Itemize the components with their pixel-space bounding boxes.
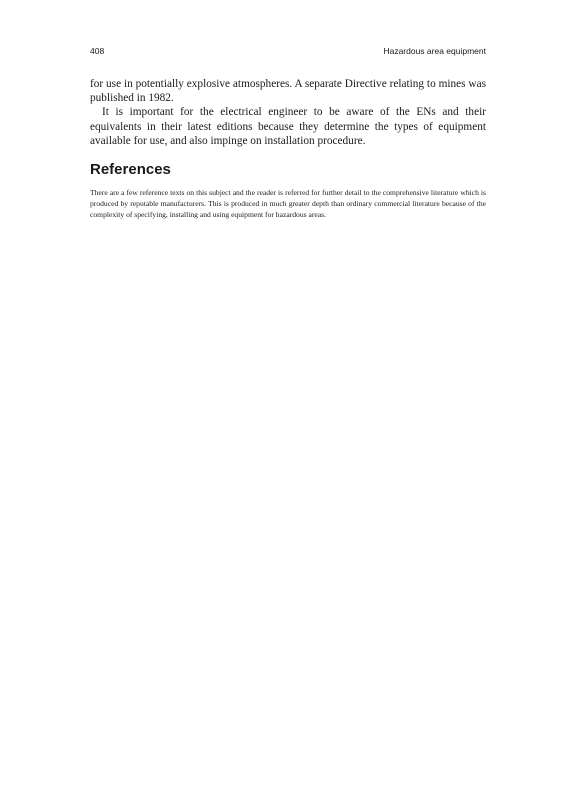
running-header bbox=[90, 44, 486, 58]
page-number: 408 bbox=[90, 46, 105, 56]
paragraph-continuation: for use in potentially explosive atmospheres. A separate Directive relating to mines was published in 1982. bbox=[90, 78, 486, 105]
paragraph-ens-importance: It is important for the electrical engineer to be aware of the ENs and their equivalents in their latest editions because they determine the types of equipment available for use, and also impinge on installation procedure. bbox=[90, 106, 486, 147]
section-heading-references: References bbox=[90, 161, 171, 178]
body-text bbox=[90, 77, 486, 148]
running-title: Hazardous area equipment bbox=[383, 46, 486, 56]
references-paragraph: There are a few reference texts on this subject and the reader is referred for further detail to the comprehensive literature which is produced by reputable manufacturers. This is produced in much greater depth than ordinary commercial literature because of the complexity of specifying, installing and using equipment for hazardous areas. bbox=[90, 188, 486, 219]
document-page bbox=[90, 0, 486, 800]
